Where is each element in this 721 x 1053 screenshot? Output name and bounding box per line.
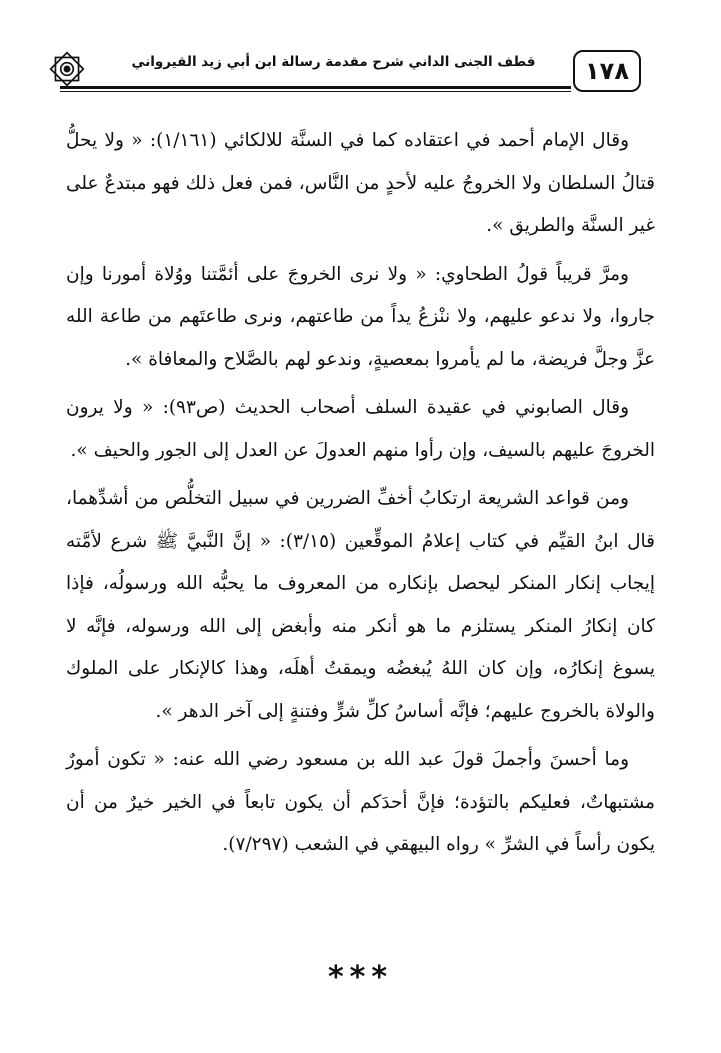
header-rule-thin [60,91,571,92]
paragraph: وقال الإمام أحمد في اعتقاده كما في السنَّة للالكائي (١/١٦١): « ولا يحلُّ قتالُ السلطان ولا الخروجُ عليه لأحدٍ من النَّاس، فمن فعل ذلك فهو مبتدعٌ على غير السنَّة والطريق ». [66,130,655,236]
running-title: قطف الجنى الداني شرح مقدمة رسالة ابن أبي زيد القيرواني [131,54,536,70]
page-number: ١٧٨ [573,50,641,92]
ornament-icon [46,48,88,90]
paragraph: وما أحسنَ وأجملَ قولَ عبد الله بن مسعود رضي الله عنه: « تكون أمورٌ مشتبهاتٌ، فعليكم بالتؤدة؛ فإنَّ أحدَكم أن يكون تابعاً في الخير خيرٌ من أن يكون رأساً في الشرِّ » رواه البيهقي في الشعب (٧/٢٩٧). [66,749,655,855]
paragraph: وقال الصابوني في عقيدة السلف أصحاب الحديث (ص٩٣): « ولا يرون الخروجَ عليهم بالسيف، وإن رأوا منهم العدولَ عن العدل إلى الجور والحيف ». [66,397,655,461]
body-text [66,120,655,873]
page-header [60,44,641,100]
header-rule [60,86,571,89]
paragraph: ومن قواعد الشريعة ارتكابُ أخفِّ الضررين في سبيل التخلُّص من أشدِّهما، قال ابنُ القيِّم في كتاب إعلامُ الموقِّعين (٣/١٥): « إنَّ النَّبيَّ ﷺ شرع لأمَّته إيجاب إنكار المنكر ليحصل بإنكاره من المعروف ما يحبُّه الله ورسولُه، فإذا كان إنكارُ المنكر يستلزم ما هو أنكر منه وأبغض إلى الله ورسوله، فإنَّه لا يسوغ إنكارُه، وإن كان اللهُ يُبغضُه ويمقتُ أهلَه، وهذا كالإنكار على الملوك والولاة بالخروج عليهم؛ فإنَّه أساسُ كلِّ شرٍّ وفتنةٍ إلى آخر الدهر ». [66,488,655,722]
paragraph: ومرَّ قريباً قولُ الطحاوي: « ولا نرى الخروجَ على أئمَّتنا ووُلاة أمورنا وإن جاروا، ولا ندعو عليهم، ولا ننْزعُ يداً من طاعتهم، ونرى طاعتَهم من طاعة الله عزَّ وجلَّ فريضة، ما لم يأمروا بمعصيةٍ، وندعو لهم بالصَّلاح والمعافاة ». [66,263,655,370]
section-separator: *** [327,960,394,995]
